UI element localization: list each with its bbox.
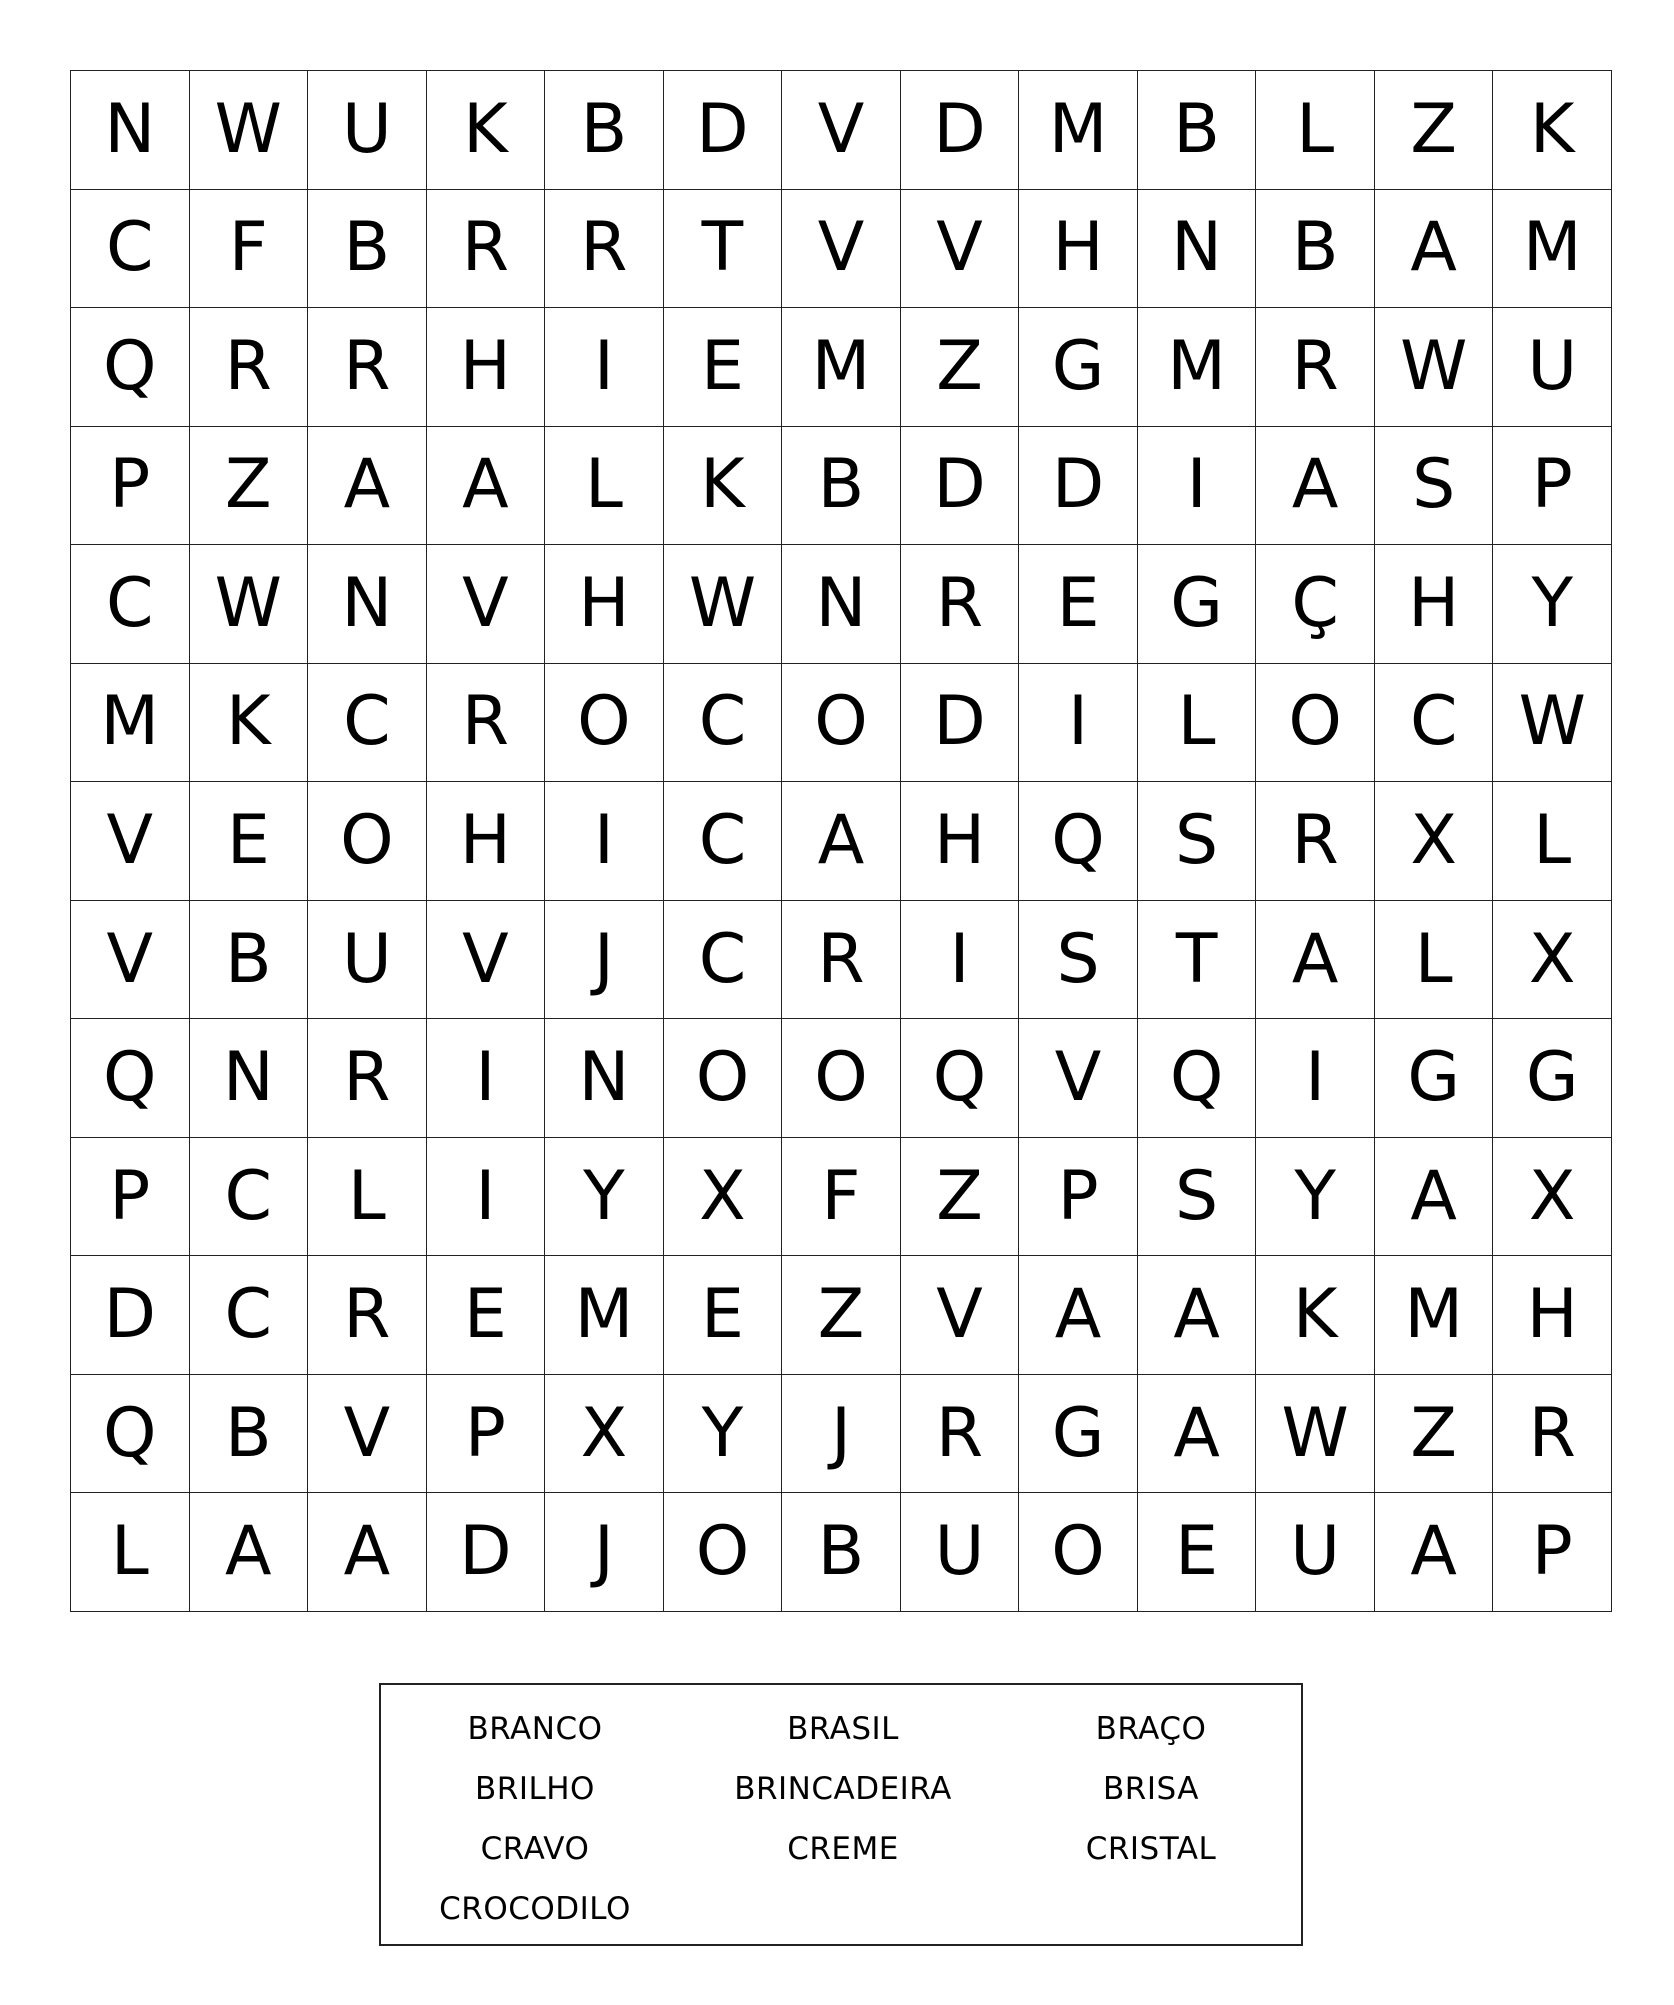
grid-cell-r13-c10[interactable]: E [1138, 1493, 1257, 1612]
grid-cell-r12-c8[interactable]: R [901, 1375, 1020, 1494]
grid-cell-r8-c12[interactable]: L [1375, 901, 1494, 1020]
grid-cell-r1-c8[interactable]: D [901, 71, 1020, 190]
grid-cell-r7-c12[interactable]: X [1375, 782, 1494, 901]
grid-cell-r13-c3[interactable]: A [308, 1493, 427, 1612]
grid-cell-r10-c4[interactable]: I [427, 1138, 546, 1257]
grid-cell-r8-c1[interactable]: V [71, 901, 190, 1020]
grid-cell-r3-c1[interactable]: Q [71, 308, 190, 427]
grid-cell-r10-c10[interactable]: S [1138, 1138, 1257, 1257]
grid-cell-r1-c13[interactable]: K [1493, 71, 1612, 190]
grid-cell-r6-c12[interactable]: C [1375, 664, 1494, 783]
grid-cell-r12-c1[interactable]: Q [71, 1375, 190, 1494]
word-list-item: CROCODILO [439, 1891, 631, 1927]
grid-cell-r10-c9[interactable]: P [1019, 1138, 1138, 1257]
word-list-item: BRAÇO [1095, 1711, 1207, 1747]
grid-cell-r7-c3[interactable]: O [308, 782, 427, 901]
grid-cell-r7-c13[interactable]: L [1493, 782, 1612, 901]
grid-cell-r5-c3[interactable]: N [308, 545, 427, 664]
grid-cell-r1-c6[interactable]: D [664, 71, 783, 190]
grid-cell-r4-c13[interactable]: P [1493, 427, 1612, 546]
grid-cell-r4-c8[interactable]: D [901, 427, 1020, 546]
grid-cell-r1-c11[interactable]: L [1256, 71, 1375, 190]
grid-cell-r1-c12[interactable]: Z [1375, 71, 1494, 190]
grid-cell-r12-c5[interactable]: X [545, 1375, 664, 1494]
grid-cell-r2-c11[interactable]: B [1256, 190, 1375, 309]
grid-cell-r3-c3[interactable]: R [308, 308, 427, 427]
grid-cell-r4-c6[interactable]: K [664, 427, 783, 546]
grid-cell-r7-c9[interactable]: Q [1019, 782, 1138, 901]
grid-cell-r1-c4[interactable]: K [427, 71, 546, 190]
grid-cell-r5-c2[interactable]: W [190, 545, 309, 664]
grid-cell-r10-c3[interactable]: L [308, 1138, 427, 1257]
grid-cell-r12-c9[interactable]: G [1019, 1375, 1138, 1494]
grid-cell-r4-c9[interactable]: D [1019, 427, 1138, 546]
grid-cell-r7-c7[interactable]: A [782, 782, 901, 901]
grid-cell-r13-c6[interactable]: O [664, 1493, 783, 1612]
grid-cell-r11-c3[interactable]: R [308, 1256, 427, 1375]
grid-cell-r6-c10[interactable]: L [1138, 664, 1257, 783]
grid-cell-r2-c6[interactable]: T [664, 190, 783, 309]
grid-cell-r5-c6[interactable]: W [664, 545, 783, 664]
grid-cell-r5-c7[interactable]: N [782, 545, 901, 664]
grid-cell-r7-c6[interactable]: C [664, 782, 783, 901]
grid-cell-r9-c11[interactable]: I [1256, 1019, 1375, 1138]
grid-cell-r13-c8[interactable]: U [901, 1493, 1020, 1612]
grid-cell-r11-c8[interactable]: V [901, 1256, 1020, 1375]
grid-cell-r13-c9[interactable]: O [1019, 1493, 1138, 1612]
grid-cell-r8-c10[interactable]: T [1138, 901, 1257, 1020]
grid-cell-r3-c9[interactable]: G [1019, 308, 1138, 427]
grid-cell-r12-c13[interactable]: R [1493, 1375, 1612, 1494]
grid-cell-r2-c10[interactable]: N [1138, 190, 1257, 309]
grid-cell-r5-c8[interactable]: R [901, 545, 1020, 664]
grid-cell-r11-c6[interactable]: E [664, 1256, 783, 1375]
grid-cell-r4-c3[interactable]: A [308, 427, 427, 546]
grid-cell-r9-c6[interactable]: O [664, 1019, 783, 1138]
grid-cell-r6-c11[interactable]: O [1256, 664, 1375, 783]
grid-cell-r11-c12[interactable]: M [1375, 1256, 1494, 1375]
grid-cell-r13-c1[interactable]: L [71, 1493, 190, 1612]
grid-cell-r1-c7[interactable]: V [782, 71, 901, 190]
word-list-item: BRISA [1103, 1771, 1199, 1807]
grid-cell-r11-c1[interactable]: D [71, 1256, 190, 1375]
grid-cell-r2-c12[interactable]: A [1375, 190, 1494, 309]
grid-cell-r11-c7[interactable]: Z [782, 1256, 901, 1375]
grid-cell-r3-c10[interactable]: M [1138, 308, 1257, 427]
grid-cell-r9-c2[interactable]: N [190, 1019, 309, 1138]
grid-cell-r10-c1[interactable]: P [71, 1138, 190, 1257]
grid-cell-r11-c10[interactable]: A [1138, 1256, 1257, 1375]
word-list-item: BRILHO [475, 1771, 595, 1807]
grid-cell-r3-c13[interactable]: U [1493, 308, 1612, 427]
grid-cell-r1-c5[interactable]: B [545, 71, 664, 190]
grid-cell-r5-c1[interactable]: C [71, 545, 190, 664]
grid-cell-r1-c2[interactable]: W [190, 71, 309, 190]
grid-cell-r3-c4[interactable]: H [427, 308, 546, 427]
grid-cell-r3-c5[interactable]: I [545, 308, 664, 427]
grid-cell-r4-c1[interactable]: P [71, 427, 190, 546]
word-list [381, 1699, 1301, 1939]
grid-cell-r9-c9[interactable]: V [1019, 1019, 1138, 1138]
grid-cell-r2-c3[interactable]: B [308, 190, 427, 309]
grid-cell-r9-c1[interactable]: Q [71, 1019, 190, 1138]
grid-cell-r10-c11[interactable]: Y [1256, 1138, 1375, 1257]
grid-cell-r2-c4[interactable]: R [427, 190, 546, 309]
grid-cell-r3-c6[interactable]: E [664, 308, 783, 427]
grid-cell-r8-c9[interactable]: S [1019, 901, 1138, 1020]
grid-cell-r7-c5[interactable]: I [545, 782, 664, 901]
grid-cell-r3-c7[interactable]: M [782, 308, 901, 427]
grid-cell-r12-c6[interactable]: Y [664, 1375, 783, 1494]
grid-cell-r8-c2[interactable]: B [190, 901, 309, 1020]
word-list-box [379, 1683, 1303, 1946]
grid-cell-r2-c7[interactable]: V [782, 190, 901, 309]
grid-cell-r3-c12[interactable]: W [1375, 308, 1494, 427]
grid-cell-r5-c9[interactable]: E [1019, 545, 1138, 664]
grid-cell-r12-c2[interactable]: B [190, 1375, 309, 1494]
grid-cell-r8-c7[interactable]: R [782, 901, 901, 1020]
word-list-item: BRANCO [467, 1711, 603, 1747]
grid-cell-r10-c2[interactable]: C [190, 1138, 309, 1257]
grid-cell-r13-c4[interactable]: D [427, 1493, 546, 1612]
grid-cell-r6-c1[interactable]: M [71, 664, 190, 783]
grid-cell-r2-c13[interactable]: M [1493, 190, 1612, 309]
grid-cell-r5-c5[interactable]: H [545, 545, 664, 664]
grid-cell-r9-c5[interactable]: N [545, 1019, 664, 1138]
grid-cell-r13-c13[interactable]: P [1493, 1493, 1612, 1612]
grid-cell-r1-c10[interactable]: B [1138, 71, 1257, 190]
grid-cell-r7-c2[interactable]: E [190, 782, 309, 901]
grid-cell-r6-c2[interactable]: K [190, 664, 309, 783]
grid-cell-r9-c13[interactable]: G [1493, 1019, 1612, 1138]
word-search-grid [70, 70, 1612, 1612]
grid-cell-r8-c6[interactable]: C [664, 901, 783, 1020]
grid-cell-r8-c13[interactable]: X [1493, 901, 1612, 1020]
grid-cell-r12-c10[interactable]: A [1138, 1375, 1257, 1494]
grid-cell-r6-c7[interactable]: O [782, 664, 901, 783]
grid-cell-r6-c4[interactable]: R [427, 664, 546, 783]
grid-cell-r2-c1[interactable]: C [71, 190, 190, 309]
grid-cell-r10-c12[interactable]: A [1375, 1138, 1494, 1257]
grid-cell-r9-c12[interactable]: G [1375, 1019, 1494, 1138]
grid-cell-r10-c6[interactable]: X [664, 1138, 783, 1257]
grid-cell-r11-c11[interactable]: K [1256, 1256, 1375, 1375]
grid-cell-r4-c10[interactable]: I [1138, 427, 1257, 546]
grid-cell-r11-c4[interactable]: E [427, 1256, 546, 1375]
grid-cell-r7-c11[interactable]: R [1256, 782, 1375, 901]
grid-cell-r4-c5[interactable]: L [545, 427, 664, 546]
grid-cell-r8-c4[interactable]: V [427, 901, 546, 1020]
grid-cell-r13-c2[interactable]: A [190, 1493, 309, 1612]
grid-cell-r12-c4[interactable]: P [427, 1375, 546, 1494]
grid-cell-r9-c8[interactable]: Q [901, 1019, 1020, 1138]
grid-cell-r6-c9[interactable]: I [1019, 664, 1138, 783]
grid-cell-r12-c3[interactable]: V [308, 1375, 427, 1494]
grid-cell-r2-c2[interactable]: F [190, 190, 309, 309]
word-list-item: CREME [787, 1831, 899, 1867]
grid-cell-r10-c13[interactable]: X [1493, 1138, 1612, 1257]
grid-cell-r13-c5[interactable]: J [545, 1493, 664, 1612]
grid-cell-r12-c12[interactable]: Z [1375, 1375, 1494, 1494]
grid-cell-r5-c11[interactable]: Ç [1256, 545, 1375, 664]
grid-cell-r6-c3[interactable]: C [308, 664, 427, 783]
grid-cell-r1-c9[interactable]: M [1019, 71, 1138, 190]
grid-cell-r9-c7[interactable]: O [782, 1019, 901, 1138]
grid-cell-r1-c1[interactable]: N [71, 71, 190, 190]
grid-cell-r8-c5[interactable]: J [545, 901, 664, 1020]
grid-cell-r7-c4[interactable]: H [427, 782, 546, 901]
grid-cell-r13-c7[interactable]: B [782, 1493, 901, 1612]
grid-cell-r11-c5[interactable]: M [545, 1256, 664, 1375]
grid-cell-r6-c5[interactable]: O [545, 664, 664, 783]
grid-cell-r6-c6[interactable]: C [664, 664, 783, 783]
grid-cell-r11-c9[interactable]: A [1019, 1256, 1138, 1375]
grid-cell-r9-c10[interactable]: Q [1138, 1019, 1257, 1138]
grid-cell-r3-c2[interactable]: R [190, 308, 309, 427]
grid-cell-r5-c13[interactable]: Y [1493, 545, 1612, 664]
word-list-item: BRASIL [787, 1711, 899, 1747]
grid-cell-r4-c4[interactable]: A [427, 427, 546, 546]
grid-cell-r2-c9[interactable]: H [1019, 190, 1138, 309]
grid-cell-r5-c4[interactable]: V [427, 545, 546, 664]
grid-cell-r4-c7[interactable]: B [782, 427, 901, 546]
word-list-item: CRAVO [480, 1831, 590, 1867]
grid-cell-r7-c10[interactable]: S [1138, 782, 1257, 901]
grid-cell-r5-c12[interactable]: H [1375, 545, 1494, 664]
grid-cell-r9-c4[interactable]: I [427, 1019, 546, 1138]
grid-cell-r8-c8[interactable]: I [901, 901, 1020, 1020]
grid-cell-r10-c7[interactable]: F [782, 1138, 901, 1257]
grid-cell-r3-c8[interactable]: Z [901, 308, 1020, 427]
grid-cell-r3-c11[interactable]: R [1256, 308, 1375, 427]
grid-cell-r12-c11[interactable]: W [1256, 1375, 1375, 1494]
grid-cell-r10-c8[interactable]: Z [901, 1138, 1020, 1257]
grid-cell-r7-c1[interactable]: V [71, 782, 190, 901]
grid-cell-r9-c3[interactable]: R [308, 1019, 427, 1138]
grid-cell-r2-c5[interactable]: R [545, 190, 664, 309]
grid-cell-r7-c8[interactable]: H [901, 782, 1020, 901]
grid-cell-r4-c2[interactable]: Z [190, 427, 309, 546]
grid-cell-r6-c13[interactable]: W [1493, 664, 1612, 783]
grid-cell-r1-c3[interactable]: U [308, 71, 427, 190]
word-list-item: BRINCADEIRA [734, 1771, 952, 1807]
grid-cell-r10-c5[interactable]: Y [545, 1138, 664, 1257]
grid-cell-r13-c12[interactable]: A [1375, 1493, 1494, 1612]
grid-cell-r4-c11[interactable]: A [1256, 427, 1375, 546]
grid-cell-r12-c7[interactable]: J [782, 1375, 901, 1494]
grid-cell-r2-c8[interactable]: V [901, 190, 1020, 309]
grid-cell-r11-c13[interactable]: H [1493, 1256, 1612, 1375]
grid-cell-r8-c11[interactable]: A [1256, 901, 1375, 1020]
grid-cell-r4-c12[interactable]: S [1375, 427, 1494, 546]
grid-cell-r11-c2[interactable]: C [190, 1256, 309, 1375]
grid-cell-r5-c10[interactable]: G [1138, 545, 1257, 664]
grid-cell-r8-c3[interactable]: U [308, 901, 427, 1020]
grid-cell-r13-c11[interactable]: U [1256, 1493, 1375, 1612]
grid-cell-r6-c8[interactable]: D [901, 664, 1020, 783]
word-list-item: CRISTAL [1085, 1831, 1217, 1867]
